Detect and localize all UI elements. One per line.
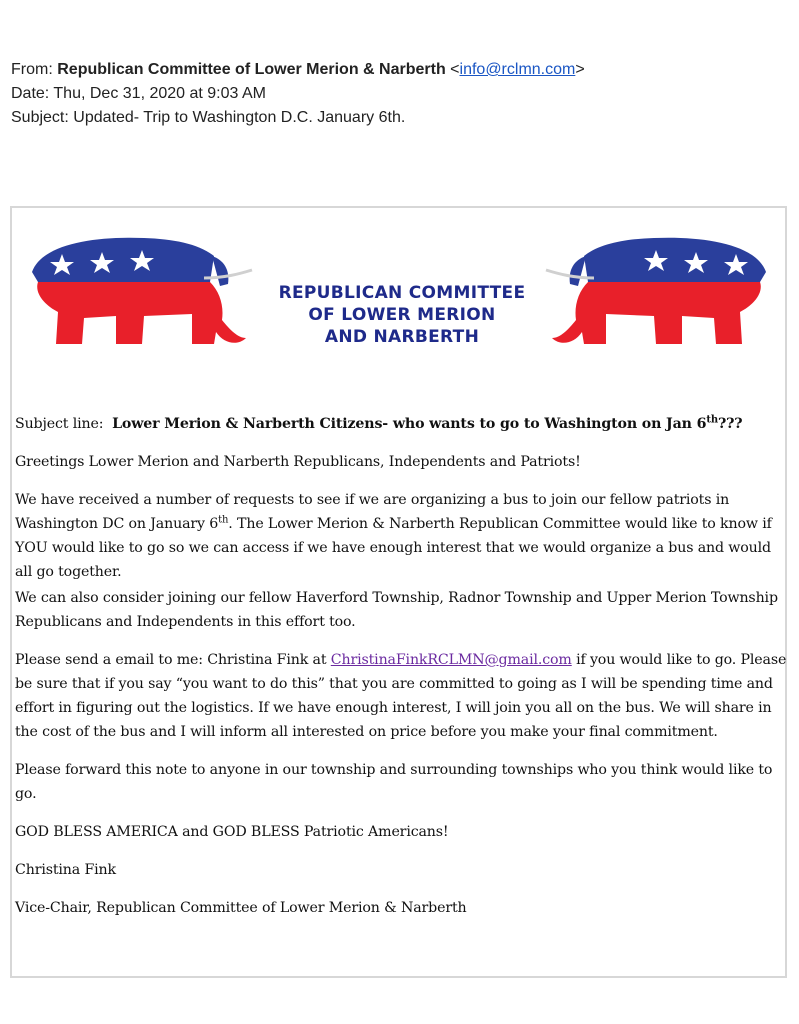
from-label: From:	[11, 61, 53, 78]
subject-row	[11, 106, 585, 130]
contact-text-b: if you would like to go. Please be sure that if you say “you want to do this” that you are committed to going as I will be spending time and effort in figuring out the logistics. If we have enough interest, I will join you all on the bus. We will share in the cost of the bus and I will inform all interested on price before you make your final commitment.	[15, 652, 787, 740]
committee-name	[242, 282, 562, 348]
right-elephant-logo	[544, 234, 774, 354]
contact-paragraph	[15, 648, 787, 744]
subject-value: Updated- Trip to Washington D.C. January 6th.	[73, 109, 406, 126]
date-label: Date:	[11, 85, 50, 102]
from-row	[11, 58, 585, 82]
message-body	[15, 412, 787, 934]
request-text-b: . The Lower Merion & Narberth Republican Committee would like to know if YOU would like to go so we can access if we have enough interest that we would organize a bus and would all go together.	[15, 516, 772, 580]
from-address-link[interactable]: info@rclmn.com	[459, 61, 576, 78]
left-elephant-logo	[24, 234, 254, 354]
forward-paragraph: Please forward this note to anyone in our township and surrounding townships who you think would like to go.	[15, 762, 773, 802]
subject-line-text	[112, 416, 742, 432]
signature-title: Vice-Chair, Republican Committee of Lower Merion & Narberth	[15, 900, 467, 916]
subject-label: Subject:	[11, 109, 69, 126]
date-value: Thu, Dec 31, 2020 at 9:03 AM	[53, 85, 266, 102]
banner-line-3: AND NARBERTH	[324, 327, 480, 347]
townships-paragraph: We can also consider joining our fellow Haverford Township, Radnor Township and Upper Merion Township Republicans and Independents in this effort too.	[15, 590, 778, 630]
from-name: Republican Committee of Lower Merion & Narberth	[57, 61, 446, 78]
contact-text-a: Please send a email to me: Christina Fink at	[15, 652, 331, 668]
subject-line-suffix: ???	[717, 416, 743, 432]
email-header	[11, 58, 585, 130]
request-text-a: We have received a number of requests to see if we are organizing a bus to join our fellow patriots in Washington DC on January 6	[15, 492, 730, 532]
contact-email-link[interactable]: ChristinaFinkRCLMN@gmail.com	[330, 652, 572, 668]
banner-line-1: REPUBLICAN COMMITTEE	[278, 283, 526, 303]
banner-line-2: OF LOWER MERION	[308, 305, 496, 325]
email-body-frame	[10, 206, 787, 978]
subject-line-sup: th	[706, 414, 718, 426]
from-bracket-open: <	[450, 61, 460, 78]
request-sup: th	[218, 514, 229, 526]
from-bracket-close: >	[575, 61, 585, 78]
subject-line-prefix: Subject line:	[15, 416, 104, 432]
date-row	[11, 82, 585, 106]
signature-name: Christina Fink	[15, 862, 116, 878]
subject-line	[15, 412, 787, 436]
greeting-paragraph: Greetings Lower Merion and Narberth Republicans, Independents and Patriots!	[15, 454, 581, 470]
subject-line-main: Lower Merion & Narberth Citizens- who wants to go to Washington on Jan 6	[112, 416, 707, 432]
request-paragraph	[15, 488, 787, 584]
committee-banner	[12, 234, 785, 354]
blessing-paragraph: GOD BLESS AMERICA and GOD BLESS Patriotic Americans!	[15, 824, 449, 840]
